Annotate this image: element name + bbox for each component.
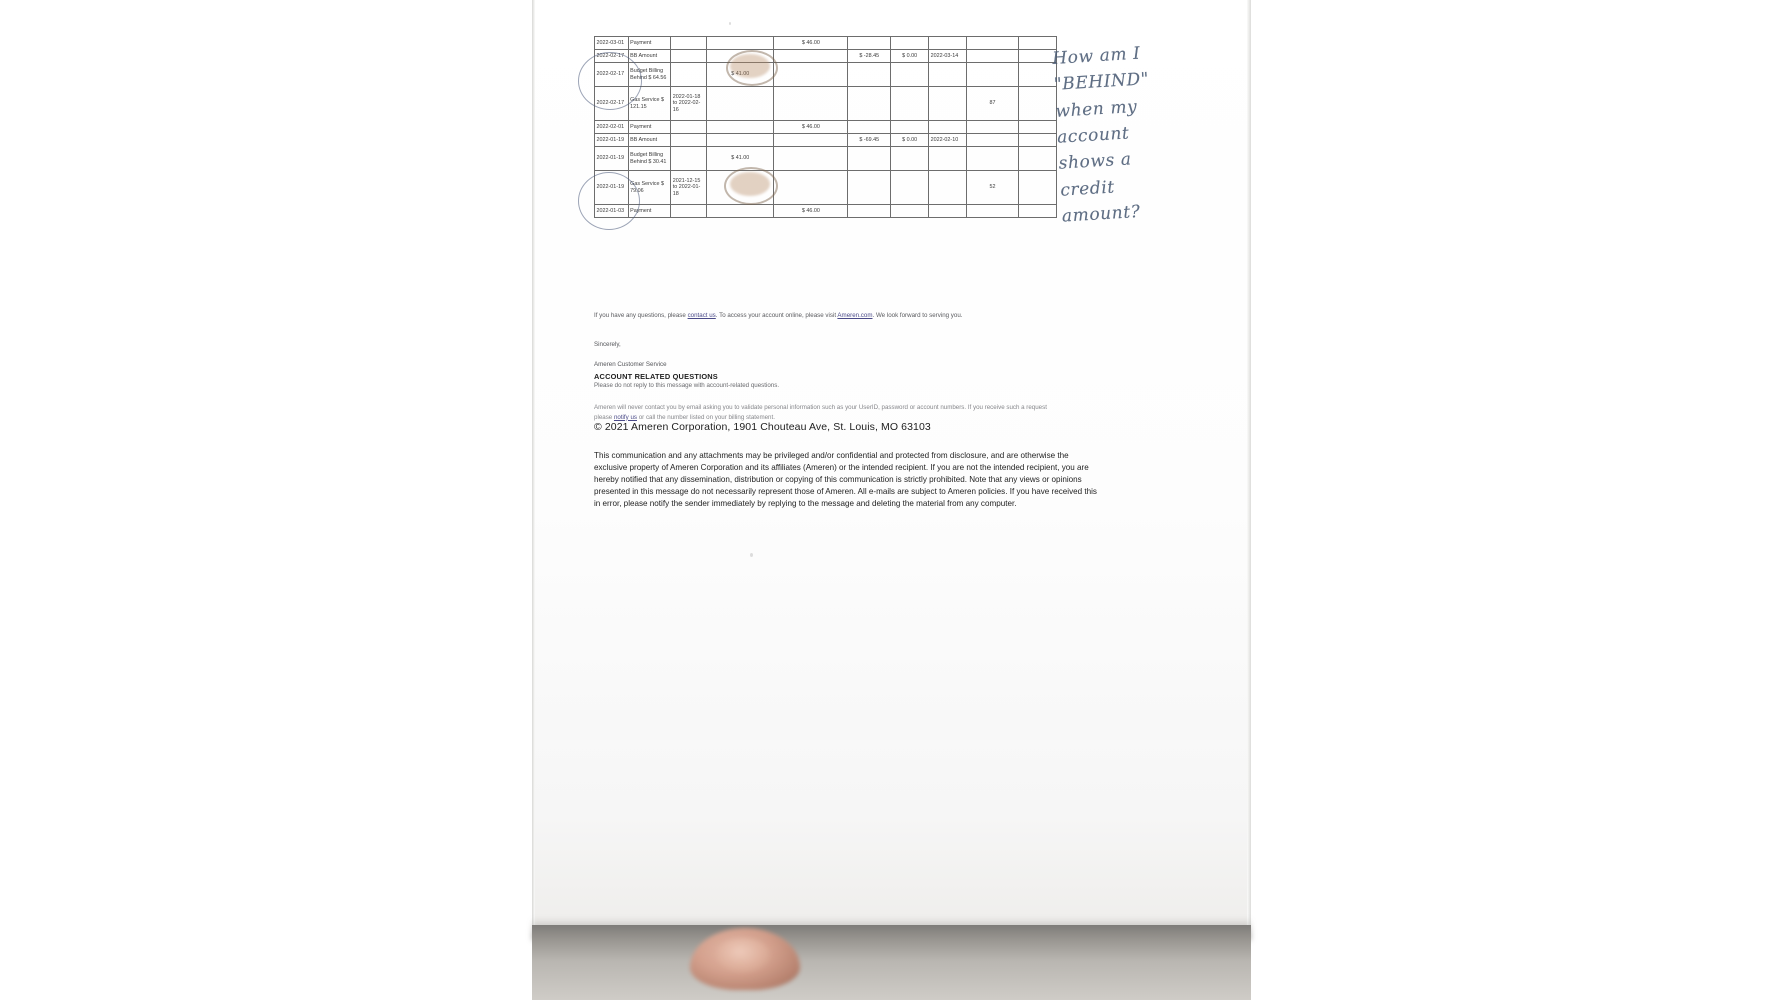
- notify-us-link[interactable]: notify us: [613, 413, 637, 421]
- scan-artifact-speck: [729, 22, 731, 25]
- cell-usage: [967, 63, 1019, 87]
- cell-balance: $ -28.45: [848, 50, 891, 63]
- cell-extra: [1018, 63, 1056, 87]
- table-row: [595, 171, 1057, 205]
- cell-description: BB Amount: [628, 134, 671, 147]
- cell-payment: $ 46.00: [774, 37, 848, 50]
- cell-budget: [707, 87, 774, 121]
- cell-payment: [774, 147, 848, 171]
- cell-payment: $ 46.00: [774, 121, 848, 134]
- cell-date: 2022-02-17: [595, 87, 629, 121]
- cell-extra: [1018, 87, 1056, 121]
- cell-budget: [707, 121, 774, 134]
- cell-usage: [967, 205, 1019, 218]
- cell-description: Gas Service $ 79.06: [628, 171, 671, 205]
- cell-date: 2022-01-03: [595, 205, 629, 218]
- handwriting-line-2: "BEHIND": [1053, 69, 1150, 96]
- table-body: [595, 37, 1057, 218]
- cell-description: Payment: [628, 121, 671, 134]
- table-row: [595, 134, 1057, 147]
- signoff-text: Ameren Customer Service: [594, 361, 667, 368]
- cell-period: [671, 147, 707, 171]
- cell-due-date: [929, 205, 967, 218]
- cell-usage: [967, 50, 1019, 63]
- cell-description: Budget Billing Behind $ 30.41: [628, 147, 671, 171]
- cell-period: [671, 205, 707, 218]
- contact-text-between: . To access your account online, please visit: [715, 312, 838, 319]
- cell-date: 2022-01-19: [595, 171, 629, 205]
- cell-period: 2021-12-15 to 2022-01-18: [671, 171, 707, 205]
- handwriting-line-5: shows a: [1058, 149, 1133, 175]
- cell-due-fee: [891, 63, 929, 87]
- cell-usage: 52: [967, 171, 1019, 205]
- cell-due-date: [929, 147, 967, 171]
- cell-usage: [967, 121, 1019, 134]
- cell-balance: [848, 37, 891, 50]
- cell-usage: [967, 147, 1019, 171]
- never-contact-before: Ameren will never contact you by email asking you to validate personal information such as your UserID, password or account numbers. If you receive such a request please: [594, 404, 1047, 421]
- cell-budget: [707, 50, 774, 63]
- cell-period: [671, 50, 707, 63]
- cell-payment: [774, 63, 848, 87]
- account-questions-heading: ACCOUNT RELATED QUESTIONS: [594, 372, 718, 381]
- cell-description: BB Amount: [628, 50, 671, 63]
- document-content: [532, 0, 1251, 925]
- cell-budget: $ 41.00: [707, 147, 774, 171]
- cell-extra: [1018, 147, 1056, 171]
- cell-payment: [774, 87, 848, 121]
- cell-balance: [848, 87, 891, 121]
- sincerely-text: Sincerely,: [594, 341, 621, 348]
- never-contact-paragraph: [594, 403, 1064, 422]
- cell-balance: [848, 121, 891, 134]
- handwriting-line-1: How am I: [1051, 43, 1141, 69]
- cell-due-fee: [891, 205, 929, 218]
- cell-due-fee: [891, 147, 929, 171]
- cell-extra: [1018, 205, 1056, 218]
- cell-due-date: 2022-02-10: [929, 134, 967, 147]
- never-contact-after: or call the number listed on your billing statement.: [637, 413, 775, 421]
- contact-text-before: If you have any questions, please: [594, 312, 688, 319]
- table-row: [595, 121, 1057, 134]
- cell-balance: $ -69.45: [848, 134, 891, 147]
- handwriting-line-3: when my: [1054, 96, 1138, 122]
- cell-due-fee: $ 0.00: [891, 134, 929, 147]
- table-row: [595, 50, 1057, 63]
- cell-extra: [1018, 121, 1056, 134]
- cell-payment: $ 46.00: [774, 205, 848, 218]
- ameren-com-link[interactable]: Ameren.com: [837, 312, 873, 319]
- cell-description: Payment: [628, 205, 671, 218]
- cell-date: 2022-02-17: [595, 63, 629, 87]
- cell-due-date: [929, 37, 967, 50]
- cell-period: [671, 63, 707, 87]
- handwriting-line-6: credit: [1059, 177, 1116, 201]
- table-row: [595, 205, 1057, 218]
- scan-artifact-speck: [750, 553, 753, 557]
- cell-usage: 87: [967, 87, 1019, 121]
- cell-budget: [707, 171, 774, 205]
- table-row: [595, 147, 1057, 171]
- handwriting-line-7: amount?: [1061, 201, 1142, 227]
- cell-due-fee: $ 0.00: [891, 50, 929, 63]
- cell-balance: [848, 171, 891, 205]
- cell-due-date: 2022-03-14: [929, 50, 967, 63]
- cell-date: 2022-01-19: [595, 147, 629, 171]
- handwriting-line-4: account: [1056, 123, 1130, 148]
- cell-period: [671, 134, 707, 147]
- cell-description: Gas Service $ 121.15: [628, 87, 671, 121]
- cell-payment: [774, 50, 848, 63]
- viewer-background-left: [0, 0, 532, 1000]
- cell-due-date: [929, 121, 967, 134]
- cell-period: [671, 37, 707, 50]
- cell-period: 2022-01-18 to 2022-02-16: [671, 87, 707, 121]
- account-questions-subtext: Please do not reply to this message with account-related questions.: [594, 382, 780, 389]
- cell-date: 2022-03-01: [595, 37, 629, 50]
- cell-extra: [1018, 171, 1056, 205]
- cell-extra: [1018, 50, 1056, 63]
- cell-due-date: [929, 171, 967, 205]
- cell-payment: [774, 134, 848, 147]
- copyright-line: © 2021 Ameren Corporation, 1901 Chouteau Ave, St. Louis, MO 63103: [594, 421, 931, 433]
- cell-due-date: [929, 63, 967, 87]
- cell-due-fee: [891, 37, 929, 50]
- cell-balance: [848, 147, 891, 171]
- cell-balance: [848, 63, 891, 87]
- cell-balance: [848, 205, 891, 218]
- contact-text-after: . We look forward to serving you.: [872, 312, 963, 319]
- cell-budget: [707, 205, 774, 218]
- cell-description: Payment: [628, 37, 671, 50]
- cell-due-date: [929, 87, 967, 121]
- cell-due-fee: [891, 87, 929, 121]
- contact-paragraph: [594, 311, 1014, 321]
- cell-date: 2022-01-19: [595, 134, 629, 147]
- cell-extra: [1018, 134, 1056, 147]
- cell-payment: [774, 171, 848, 205]
- table-row: [595, 63, 1057, 87]
- contact-us-link[interactable]: contact us: [687, 312, 716, 319]
- cell-period: [671, 121, 707, 134]
- cell-description: Budget Billing Behind $ 64.56: [628, 63, 671, 87]
- thumbnail-highlight: [716, 938, 770, 972]
- table-row: [595, 87, 1057, 121]
- cell-due-fee: [891, 121, 929, 134]
- cell-date: 2022-02-17: [595, 50, 629, 63]
- table-row: [595, 37, 1057, 50]
- cell-due-fee: [891, 171, 929, 205]
- cell-usage: [967, 134, 1019, 147]
- cell-budget: [707, 37, 774, 50]
- handwritten-annotation: [1052, 34, 1253, 230]
- cell-usage: [967, 37, 1019, 50]
- cell-budget: $ 41.00: [707, 63, 774, 87]
- cell-date: 2022-02-01: [595, 121, 629, 134]
- billing-history-table: [594, 36, 1057, 218]
- legal-disclaimer: This communication and any attachments may be privileged and/or confidential and protected from disclosure, and are otherwise the exclusive property of Ameren Corporation and its affiliates (Ameren) or the intended recipient. If you are not the intended recipient, you are hereby notified that any dissemination, distribution or copying of this communication is strictly prohibited. Note that any views or opinions presented in this message do not necessarily represent those of Ameren. All e-mails are subject to Ameren policies. If you have received this in error, please notify the sender immediately by replying to the message and deleting the material from any computer.: [594, 451, 1097, 508]
- cell-budget: [707, 134, 774, 147]
- desk-surface: [532, 925, 1251, 1000]
